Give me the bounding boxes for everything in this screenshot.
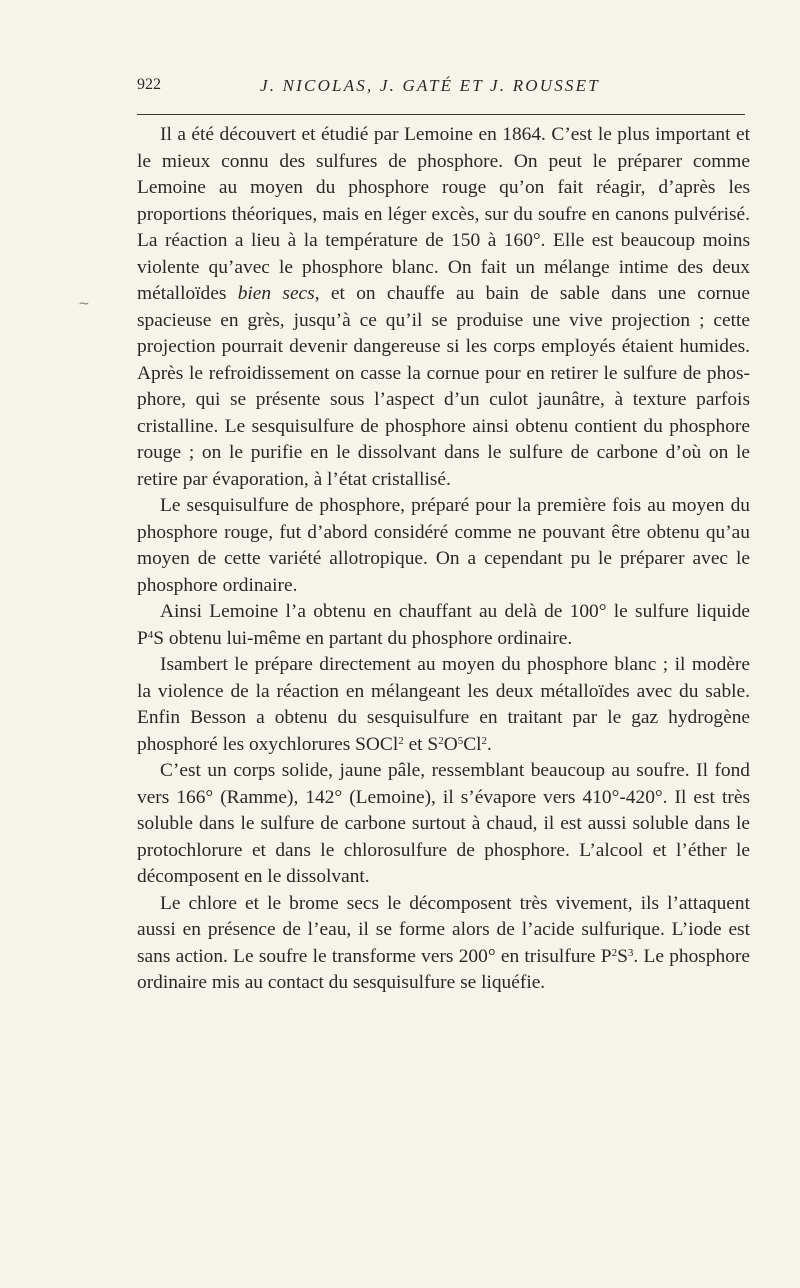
paragraph: Le sesquisulfure de phosphore, préparé pour la première fois au moyen du phosphore rouge, fut d’abord considéré comme ne pouvant être obtenu qu’au moyen de cette variété allotropique. On a cependant pu le préparer avec le phosphore ordinaire. [137,495,750,596]
body-text [137,122,750,997]
paragraph: Isambert le prépare directement au moyen du phosphore blanc ; il modère la violence de la réaction en mélangeant les deux métalloïdes avec du sable. Enfin Besson a obtenu du sesquisulfure en traitant par le gaz hydrogène phosphoré les oxychlorures SOCl$^2$ et $S^2O^5Cl^2$. [137,654,750,755]
paragraph: Le chlore et le brome secs le décomposent très vivement, ils l’attaquent aussi en présence de l’eau, il se forme alors de l’acide sulfurique. L’iode est sans action. Le soufre le transforme vers 200° en trisulfure $P^2S^3$. Le phosphore ordinaire mis au contact du sesquisulfure se liquéfie. [137,892,750,993]
paragraph: Il a été découvert et étudié par Lemoine en 1864. C’est le plus important et le mieux connu des sulfures de phosphore. On peut le préparer comme Lemoine au moyen du phosphore rouge qu’on fait réagir, d’après les proportions théoriques, mais en léger excès, sur du soufre en canons pulvérisé. La réaction a lieu à la température de 150 à 160°. Elle est beaucoup moins violente qu’avec le phosphore blanc. On fait un mélange intime des deux métalloïdes bien secs, et on chauffe au bain de sable dans une cornue spacieuse en grès, jusqu’à ce qu’il se produise une vive projection ; cette projection pourrait devenir dangereuse si les corps employés étaient humides. Après le refroidissement on casse la cornue pour en retirer le sulfure de phosphore, qui se présente sous l’aspect d’un culot jaunâtre, à texture parfois cristalline. Le sesquisulfure de phosphore ainsi obtenu contient du phosphore rouge ; on le purifie en le dissolvant dans le sulfure de carbone d’où on le retire par évaporation, à l’état cristallisé. [137,124,750,490]
paragraph: C’est un corps solide, jaune pâle, ressemblant beaucoup au soufre. Il fond vers 166° (Ramme), 142° (Lemoine), il s’évapore vers 410°-420°. Il est très soluble dans le sulfure de carbone surtout à chaud, il est aussi soluble dans le protochlorure et dans le chlorosulfure de phosphore. L’alcool et l’éther le décomposent en le dissolvant. [137,760,750,887]
page-number: 922 [137,76,161,93]
paragraph: Ainsi Lemoine l’a obtenu en chauffant au delà de 100° le sulfure liquide $P^4S$ obtenu lui-même en partant du phosphore ordinaire. [137,601,750,649]
emphasis: bien secs [237,283,315,304]
margin-mark: ~ [78,296,90,312]
running-head: J. NICOLAS, J. GATÉ ET J. ROUSSET [260,76,600,95]
page-header [137,76,747,102]
header-rule [137,114,745,115]
